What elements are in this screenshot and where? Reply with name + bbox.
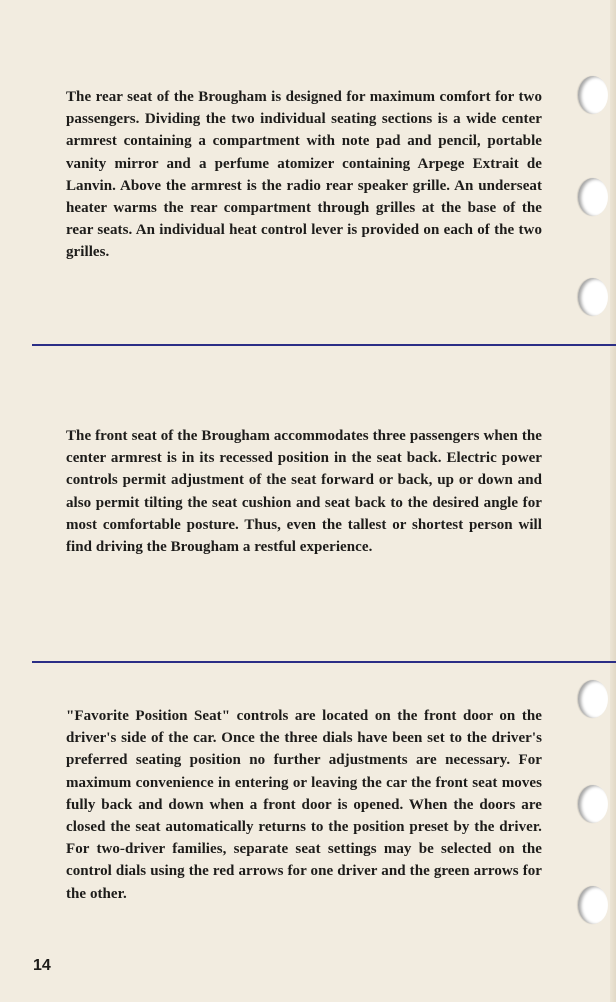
binder-hole — [578, 76, 608, 114]
section-divider — [32, 344, 616, 346]
page-number: 14 — [33, 957, 51, 974]
favorite-position-seat-paragraph: "Favorite Position Seat" controls are located on the front door on the driver's side of the car. Once the three dials have been set to the driver's preferred seating position no further adjustments are necessary. For maximum convenience in entering or leaving the car the front seat moves fully back and down when a front door is opened. When the doors are closed the seat automatically returns to the position preset by the driver. For two-driver families, separate seat settings may be selected on the control dials using the red arrows for one driver and the green arrows for the other. — [66, 708, 542, 902]
page-edge — [610, 0, 616, 1002]
binder-hole — [578, 886, 608, 924]
binder-hole — [578, 680, 608, 718]
binder-hole — [578, 178, 608, 216]
front-seat-paragraph: The front seat of the Brougham accommodates three passengers when the center armrest is in its recessed position in the seat back. Electric power controls permit adjustment of the seat forward or back, up or down and also permit tilting the seat cushion and seat back to the desired angle for most comfortable posture. Thus, even the tallest or shortest person will find driving the Brougham a restful experience. — [66, 428, 542, 556]
binder-hole — [578, 785, 608, 823]
rear-seat-paragraph: The rear seat of the Brougham is designed for maximum comfort for two passengers. Dividing the two individual seating sections is a wide center armrest containing a compartment with note pad and pencil, portable vanity mirror and a perfume atomizer containing Arpege Extrait de Lanvin. Above the armrest is the radio rear speaker grille. An underseat heater warms the rear compartment through grilles at the base of the rear seats. An individual heat control lever is provided on each of the two grilles. — [66, 89, 542, 261]
binder-hole — [578, 278, 608, 316]
section-divider — [32, 661, 616, 663]
